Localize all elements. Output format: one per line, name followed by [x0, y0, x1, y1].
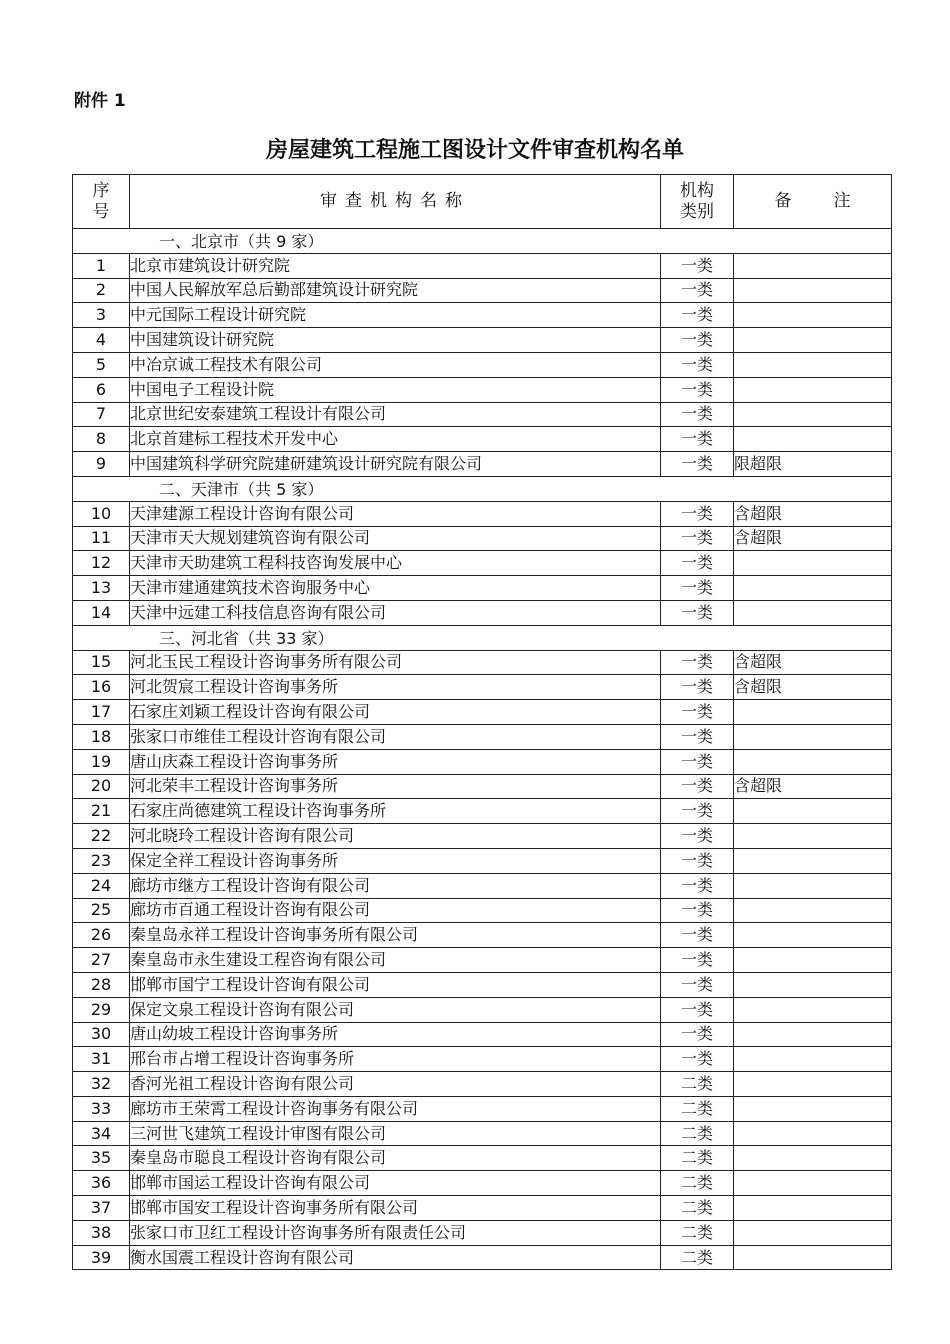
note-cell: [734, 1096, 892, 1121]
seq-cell: 4: [73, 328, 130, 353]
table-row: [73, 352, 892, 377]
table-row: [73, 303, 892, 328]
category-cell: 一类: [661, 774, 734, 799]
note-cell: [734, 1171, 892, 1196]
header-seq: [73, 175, 130, 229]
header-seq-line1: 序: [92, 180, 110, 201]
institution-name-cell: 唐山庆森工程设计咨询事务所: [130, 749, 661, 774]
category-cell: 一类: [661, 452, 734, 477]
category-cell: 一类: [661, 253, 734, 278]
note-cell: [734, 749, 892, 774]
note-cell: [734, 551, 892, 576]
category-cell: 一类: [661, 997, 734, 1022]
note-cell: [734, 724, 892, 749]
category-cell: 一类: [661, 551, 734, 576]
note-cell: [734, 700, 892, 725]
category-cell: 一类: [661, 650, 734, 675]
header-category-line2: 类别: [680, 201, 714, 222]
institution-name-cell: 天津市天大规划建筑咨询有限公司: [130, 526, 661, 551]
note-cell: [734, 253, 892, 278]
note-cell: [734, 972, 892, 997]
institution-name-cell: 河北晓玲工程设计咨询有限公司: [130, 824, 661, 849]
seq-cell: 3: [73, 303, 130, 328]
institution-name-cell: 秦皇岛永祥工程设计咨询事务所有限公司: [130, 923, 661, 948]
institution-name-cell: 邯郸市国宁工程设计咨询有限公司: [130, 972, 661, 997]
category-cell: 二类: [661, 1072, 734, 1097]
table-row: [73, 1245, 892, 1270]
section-row: [73, 229, 892, 254]
note-cell: [734, 824, 892, 849]
category-cell: 一类: [661, 526, 734, 551]
category-cell: 一类: [661, 972, 734, 997]
note-cell: [734, 328, 892, 353]
note-cell: 含超限: [734, 774, 892, 799]
note-cell: [734, 1121, 892, 1146]
institution-name-cell: 邢台市占增工程设计咨询事务所: [130, 1047, 661, 1072]
seq-cell: 19: [73, 749, 130, 774]
header-note-a: 备: [774, 191, 792, 211]
seq-cell: 12: [73, 551, 130, 576]
seq-cell: 33: [73, 1096, 130, 1121]
institution-name-cell: 秦皇岛市永生建设工程咨询有限公司: [130, 948, 661, 973]
category-cell: 二类: [661, 1096, 734, 1121]
note-cell: [734, 600, 892, 625]
category-cell: 一类: [661, 278, 734, 303]
table-row: [73, 1220, 892, 1245]
category-cell: 二类: [661, 1121, 734, 1146]
note-cell: [734, 873, 892, 898]
institution-name-cell: 香河光祖工程设计咨询有限公司: [130, 1072, 661, 1097]
institution-name-cell: 石家庄刘颖工程设计咨询有限公司: [130, 700, 661, 725]
note-cell: [734, 402, 892, 427]
category-cell: 一类: [661, 724, 734, 749]
institution-name-cell: 廊坊市王荣霄工程设计咨询事务有限公司: [130, 1096, 661, 1121]
table-row: [73, 650, 892, 675]
table-row: [73, 328, 892, 353]
note-cell: [734, 1072, 892, 1097]
category-cell: 一类: [661, 402, 734, 427]
seq-cell: 7: [73, 402, 130, 427]
table-row: [73, 1072, 892, 1097]
institution-name-cell: 唐山幼坡工程设计咨询事务所: [130, 1022, 661, 1047]
note-cell: [734, 1047, 892, 1072]
institution-name-cell: 廊坊市百通工程设计咨询有限公司: [130, 898, 661, 923]
section-title: 三、河北省（共 33 家）: [73, 625, 892, 650]
section-title: 一、北京市（共 9 家）: [73, 229, 892, 254]
note-cell: [734, 352, 892, 377]
seq-cell: 32: [73, 1072, 130, 1097]
table-row: [73, 997, 892, 1022]
seq-cell: 10: [73, 501, 130, 526]
table-row: [73, 749, 892, 774]
category-cell: 一类: [661, 303, 734, 328]
seq-cell: 23: [73, 848, 130, 873]
table-row: [73, 1096, 892, 1121]
category-cell: 一类: [661, 1047, 734, 1072]
seq-cell: 39: [73, 1245, 130, 1270]
seq-cell: 18: [73, 724, 130, 749]
table-row: [73, 1146, 892, 1171]
table-row: [73, 526, 892, 551]
institution-name-cell: 天津市天助建筑工程科技咨询发展中心: [130, 551, 661, 576]
note-cell: [734, 427, 892, 452]
table-row: [73, 278, 892, 303]
note-cell: [734, 923, 892, 948]
category-cell: 一类: [661, 576, 734, 601]
institution-name-cell: 廊坊市继方工程设计咨询有限公司: [130, 873, 661, 898]
category-cell: 一类: [661, 600, 734, 625]
institution-name-cell: 北京市建筑设计研究院: [130, 253, 661, 278]
category-cell: 一类: [661, 675, 734, 700]
note-cell: [734, 898, 892, 923]
table-row: [73, 551, 892, 576]
institution-name-cell: 中国人民解放军总后勤部建筑设计研究院: [130, 278, 661, 303]
seq-cell: 35: [73, 1146, 130, 1171]
institution-name-cell: 中冶京诚工程技术有限公司: [130, 352, 661, 377]
institution-name-cell: 河北荣丰工程设计咨询事务所: [130, 774, 661, 799]
table-row: [73, 675, 892, 700]
seq-cell: 21: [73, 799, 130, 824]
table-row: [73, 972, 892, 997]
table-row: [73, 1047, 892, 1072]
institution-name-cell: 保定全祥工程设计咨询事务所: [130, 848, 661, 873]
note-cell: [734, 1220, 892, 1245]
table-row: [73, 1196, 892, 1221]
category-cell: 一类: [661, 873, 734, 898]
table-row: [73, 600, 892, 625]
seq-cell: 1: [73, 253, 130, 278]
seq-cell: 8: [73, 427, 130, 452]
seq-cell: 27: [73, 948, 130, 973]
note-cell: [734, 1245, 892, 1270]
seq-cell: 31: [73, 1047, 130, 1072]
table-row: [73, 452, 892, 477]
table-row: [73, 774, 892, 799]
seq-cell: 36: [73, 1171, 130, 1196]
note-cell: [734, 1196, 892, 1221]
table-row: [73, 576, 892, 601]
category-cell: 一类: [661, 427, 734, 452]
category-cell: 一类: [661, 700, 734, 725]
institution-name-cell: 中国建筑科学研究院建研建筑设计研究院有限公司: [130, 452, 661, 477]
seq-cell: 34: [73, 1121, 130, 1146]
seq-cell: 20: [73, 774, 130, 799]
seq-cell: 13: [73, 576, 130, 601]
category-cell: 一类: [661, 749, 734, 774]
institution-name-cell: 河北玉民工程设计咨询事务所有限公司: [130, 650, 661, 675]
section-title: 二、天津市（共 5 家）: [73, 476, 892, 501]
seq-cell: 9: [73, 452, 130, 477]
note-cell: [734, 799, 892, 824]
seq-cell: 15: [73, 650, 130, 675]
note-cell: [734, 948, 892, 973]
table-row: [73, 848, 892, 873]
note-cell: [734, 303, 892, 328]
header-name: 审查机构名称: [130, 175, 661, 229]
institution-name-cell: 中元国际工程设计研究院: [130, 303, 661, 328]
table-row: [73, 377, 892, 402]
institution-name-cell: 河北贺宸工程设计咨询事务所: [130, 675, 661, 700]
table-row: [73, 799, 892, 824]
page-title: 房屋建筑工程施工图设计文件审查机构名单: [265, 138, 684, 163]
institution-name-cell: 北京世纪安泰建筑工程设计有限公司: [130, 402, 661, 427]
category-cell: 一类: [661, 923, 734, 948]
seq-cell: 17: [73, 700, 130, 725]
table-row: [73, 923, 892, 948]
note-cell: 含超限: [734, 650, 892, 675]
note-cell: [734, 848, 892, 873]
header-note: [734, 175, 892, 229]
seq-cell: 14: [73, 600, 130, 625]
header-category: [661, 175, 734, 229]
table-row: [73, 427, 892, 452]
section-row: [73, 476, 892, 501]
note-cell: 限超限: [734, 452, 892, 477]
table-row: [73, 724, 892, 749]
seq-cell: 6: [73, 377, 130, 402]
category-cell: 一类: [661, 501, 734, 526]
institution-name-cell: 邯郸市国安工程设计咨询事务所有限公司: [130, 1196, 661, 1221]
seq-cell: 25: [73, 898, 130, 923]
seq-cell: 28: [73, 972, 130, 997]
header-note-b: 注: [833, 191, 851, 211]
institution-name-cell: 秦皇岛市聪良工程设计咨询有限公司: [130, 1146, 661, 1171]
institution-name-cell: 中国建筑设计研究院: [130, 328, 661, 353]
seq-cell: 38: [73, 1220, 130, 1245]
note-cell: [734, 997, 892, 1022]
table-row: [73, 1171, 892, 1196]
institution-name-cell: 保定文泉工程设计咨询有限公司: [130, 997, 661, 1022]
category-cell: 二类: [661, 1196, 734, 1221]
seq-cell: 16: [73, 675, 130, 700]
note-cell: [734, 1022, 892, 1047]
section-row: [73, 625, 892, 650]
category-cell: 一类: [661, 328, 734, 353]
category-cell: 二类: [661, 1220, 734, 1245]
table-row: [73, 1121, 892, 1146]
table-row: [73, 402, 892, 427]
seq-cell: 22: [73, 824, 130, 849]
table-row: [73, 253, 892, 278]
table-row: [73, 873, 892, 898]
category-cell: 一类: [661, 1022, 734, 1047]
table-body: [73, 229, 892, 1270]
note-cell: 含超限: [734, 526, 892, 551]
institution-name-cell: 衡水国震工程设计咨询有限公司: [130, 1245, 661, 1270]
institution-name-cell: 邯郸市国运工程设计咨询有限公司: [130, 1171, 661, 1196]
institution-name-cell: 天津建源工程设计咨询有限公司: [130, 501, 661, 526]
table-row: [73, 898, 892, 923]
seq-cell: 26: [73, 923, 130, 948]
note-cell: [734, 576, 892, 601]
institution-name-cell: 石家庄尚德建筑工程设计咨询事务所: [130, 799, 661, 824]
category-cell: 一类: [661, 377, 734, 402]
note-cell: [734, 278, 892, 303]
seq-cell: 5: [73, 352, 130, 377]
attachment-label: 附件 1: [74, 91, 126, 111]
header-seq-line2: 号: [92, 201, 110, 222]
category-cell: 二类: [661, 1171, 734, 1196]
category-cell: 一类: [661, 948, 734, 973]
institution-name-cell: 三河世飞建筑工程设计审图有限公司: [130, 1121, 661, 1146]
table-row: [73, 824, 892, 849]
note-cell: 含超限: [734, 675, 892, 700]
seq-cell: 2: [73, 278, 130, 303]
institution-name-cell: 张家口市卫红工程设计咨询事务所有限责任公司: [130, 1220, 661, 1245]
table-row: [73, 948, 892, 973]
category-cell: 二类: [661, 1146, 734, 1171]
category-cell: 一类: [661, 799, 734, 824]
institution-name-cell: 天津中远建工科技信息咨询有限公司: [130, 600, 661, 625]
table-header-row: [73, 175, 892, 229]
table-row: [73, 1022, 892, 1047]
review-institution-table: [72, 174, 892, 1270]
institution-name-cell: 北京首建标工程技术开发中心: [130, 427, 661, 452]
seq-cell: 30: [73, 1022, 130, 1047]
institution-name-cell: 张家口市维佳工程设计咨询有限公司: [130, 724, 661, 749]
category-cell: 一类: [661, 352, 734, 377]
seq-cell: 37: [73, 1196, 130, 1221]
header-category-line1: 机构: [680, 180, 714, 201]
note-cell: [734, 1146, 892, 1171]
institution-name-cell: 中国电子工程设计院: [130, 377, 661, 402]
category-cell: 二类: [661, 1245, 734, 1270]
table-row: [73, 700, 892, 725]
category-cell: 一类: [661, 848, 734, 873]
seq-cell: 24: [73, 873, 130, 898]
note-cell: [734, 377, 892, 402]
seq-cell: 11: [73, 526, 130, 551]
table-row: [73, 501, 892, 526]
note-cell: 含超限: [734, 501, 892, 526]
category-cell: 一类: [661, 898, 734, 923]
category-cell: 一类: [661, 824, 734, 849]
seq-cell: 29: [73, 997, 130, 1022]
institution-name-cell: 天津市建通建筑技术咨询服务中心: [130, 576, 661, 601]
